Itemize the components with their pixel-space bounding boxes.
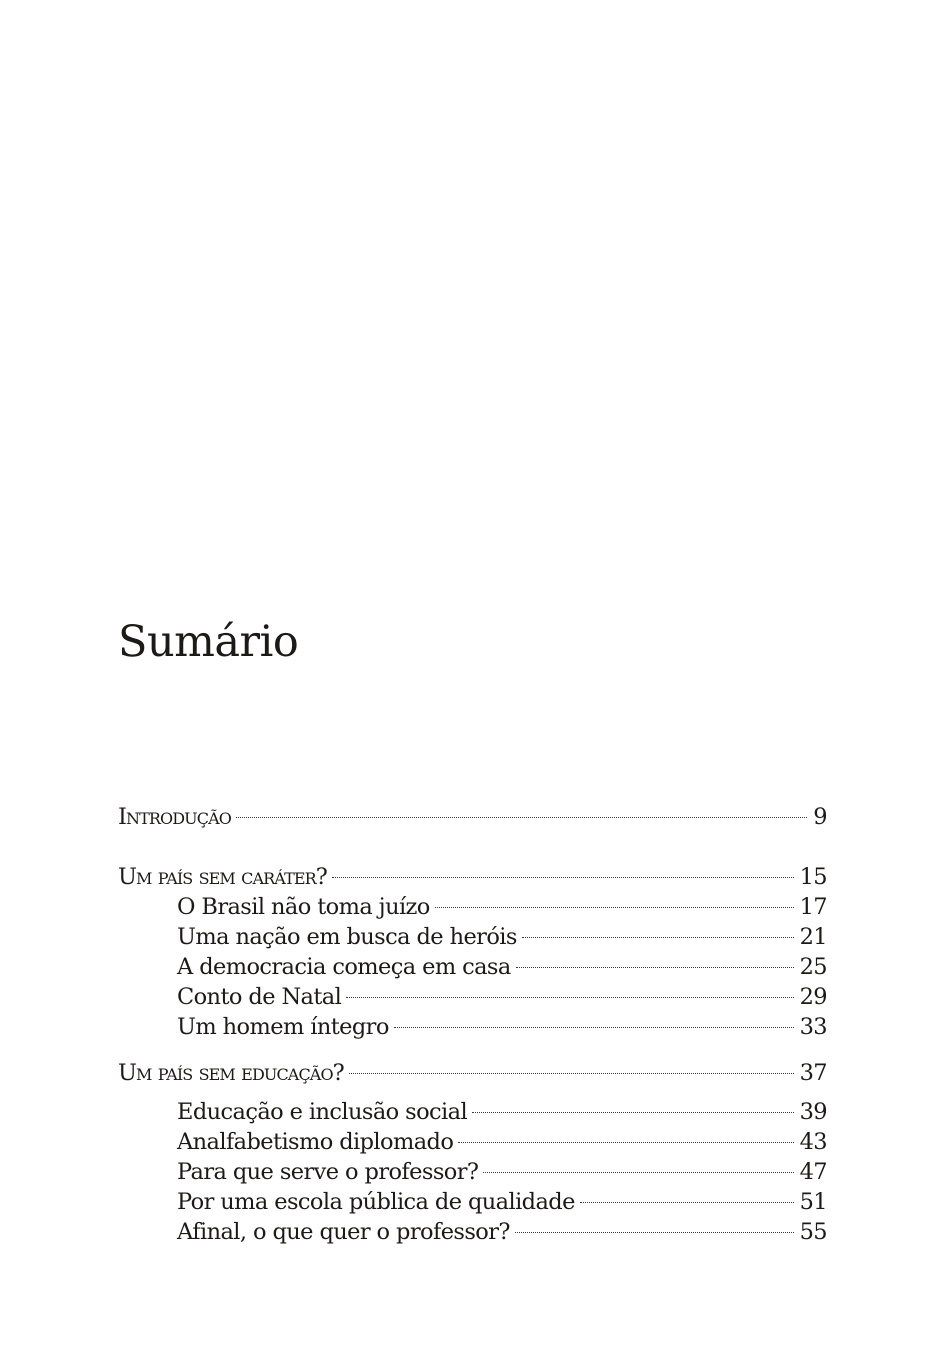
- toc-entry-title: Por uma escola pública de qualidade: [177, 1189, 575, 1215]
- toc-page-number: 43: [799, 1129, 827, 1155]
- toc-entry-a-democracia-comeca-em-casa: [177, 952, 827, 982]
- page-title: Sumário: [118, 617, 299, 667]
- dot-leader: [332, 877, 794, 878]
- toc-entry-um-pais-sem-carater: [118, 862, 827, 892]
- dot-leader: [580, 1202, 794, 1203]
- toc-entry-title: Afinal, o que quer o professor?: [177, 1219, 510, 1245]
- toc-page-number: 15: [799, 864, 827, 890]
- toc-page-number: 29: [799, 984, 827, 1010]
- toc-page-number: 51: [799, 1189, 827, 1215]
- toc-page-number: 55: [799, 1219, 827, 1245]
- toc-page-number: 9: [813, 804, 827, 830]
- toc-entry-title: Um homem íntegro: [177, 1014, 389, 1040]
- toc-entry-title: Conto de Natal: [177, 984, 342, 1010]
- toc-entry-analfabetismo-diplomado: [177, 1127, 827, 1157]
- toc-page-number: 33: [799, 1014, 827, 1040]
- toc-entry-title: Para que serve o professor?: [177, 1159, 479, 1185]
- dot-leader: [435, 907, 794, 908]
- toc-entry-title: O Brasil não toma juízo: [177, 894, 430, 920]
- toc-page-number: 37: [799, 1060, 827, 1086]
- toc-entry-por-uma-escola-publica-de-qualidade: [177, 1187, 827, 1217]
- toc-entry-title: A democracia começa em casa: [177, 954, 511, 980]
- toc-entry-para-que-serve-o-professor: [177, 1157, 827, 1187]
- toc-entry-title: Um país sem caráter?: [118, 864, 327, 890]
- dot-leader: [472, 1112, 794, 1113]
- toc-page-number: 39: [799, 1099, 827, 1125]
- toc-entry-educacao-e-inclusao-social: [177, 1097, 827, 1127]
- dot-leader: [458, 1142, 793, 1143]
- dot-leader: [236, 817, 807, 818]
- toc-entry-uma-nacao-em-busca-de-herois: [177, 922, 827, 952]
- toc-entry-title: Introdução: [118, 804, 231, 830]
- toc-entry-title: Analfabetismo diplomado: [177, 1129, 454, 1155]
- toc-entry-um-pais-sem-educacao: [118, 1058, 827, 1088]
- toc-entry-title: Uma nação em busca de heróis: [177, 924, 517, 950]
- dot-leader: [346, 997, 793, 998]
- dot-leader: [515, 1232, 794, 1233]
- dot-leader: [394, 1027, 794, 1028]
- dot-leader: [349, 1073, 794, 1074]
- toc-entry-o-brasil-nao-toma-juizo: [177, 892, 827, 922]
- dot-leader: [522, 937, 794, 938]
- toc-page-number: 21: [799, 924, 827, 950]
- toc-entry-title: Educação e inclusão social: [177, 1099, 468, 1125]
- toc-page-number: 47: [799, 1159, 827, 1185]
- toc-entry-introducao: [118, 802, 827, 832]
- toc-entry-title: Um país sem educação?: [118, 1060, 344, 1086]
- toc-entry-conto-de-natal: [177, 982, 827, 1012]
- toc-entry-afinal-o-que-quer-o-professor: [177, 1217, 827, 1247]
- dot-leader: [483, 1172, 793, 1173]
- toc-entry-um-homem-integro: [177, 1012, 827, 1042]
- dot-leader: [516, 967, 794, 968]
- toc-page-number: 17: [799, 894, 827, 920]
- toc-page-number: 25: [799, 954, 827, 980]
